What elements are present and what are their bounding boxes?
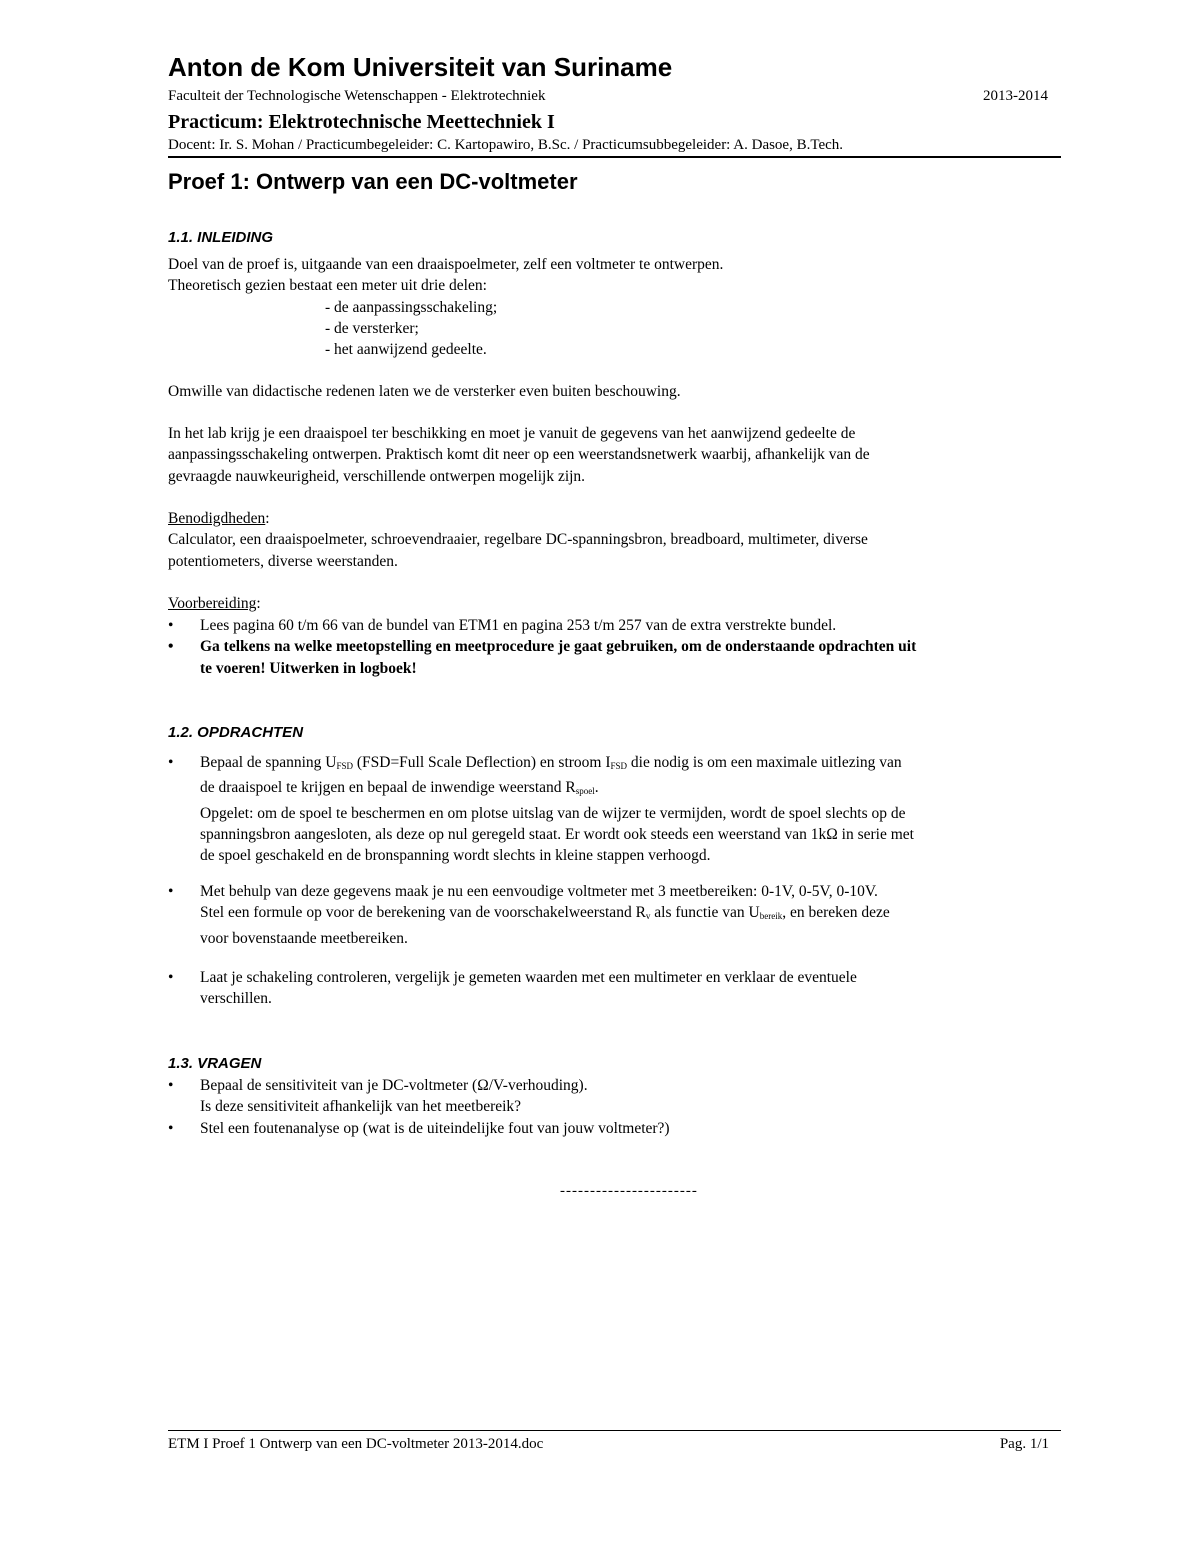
text-line: Opgelet: om de spoel te beschermen en om plotse uitslag van de wijzer te vermijden, wordt de spoel slechts op de — [200, 804, 906, 822]
institution-title: Anton de Kom Universiteit van Suriname — [168, 52, 673, 82]
faculty-name: Faculteit der Technologische Wetenschappen - Elektrotechniek — [168, 88, 546, 104]
vragen-list — [168, 1075, 1061, 1139]
list-item — [168, 752, 1061, 866]
text-line: Bepaal de spanning $U_{FSD}$ (FSD=Full Scale Deflection) en stroom $I_{FSD}$ die nodig is om een maximale uitlezing van — [200, 754, 902, 771]
text-line: voor bovenstaande meetbereiken. — [200, 929, 408, 947]
footer-filename: ETM I Proef 1 Ontwerp van een DC-voltmeter 2013-2014.doc — [168, 1436, 544, 1452]
opdrachten-list — [168, 752, 1061, 866]
benodigdheden-label: Benodigdheden: — [168, 510, 270, 527]
header-divider — [168, 156, 1061, 158]
didactic-paragraph — [168, 381, 1061, 402]
academic-year: 2013-2014 — [983, 88, 1048, 104]
text-line: de spoel geschakeld en de bronspanning wordt slechts in kleine stappen verhoogd. — [200, 847, 711, 865]
bullet-icon: • — [168, 617, 174, 634]
text-line: In het lab krijg je een draaispoel ter beschikking en moet je vanuit de gegevens van het aanwijzend gedeelte de — [168, 425, 856, 442]
part-item: - de aanpassingsschakeling; — [325, 298, 498, 316]
text-line: potentiometers, diverse weerstanden. — [168, 552, 398, 570]
list-item — [168, 1075, 1061, 1118]
section-heading-inleiding: 1.1. INLEIDING — [168, 229, 274, 246]
text-line: verschillen. — [200, 990, 272, 1008]
text-line: Is deze sensitiviteit afhankelijk van het meetbereik? — [200, 1098, 522, 1116]
staff-line: Docent: Ir. S. Mohan / Practicumbegeleider: C. Kartopawiro, B.Sc. / Practicumsubbegeleider: A. Dasoe, B.Tech. — [168, 137, 844, 153]
opdrachten-list — [168, 881, 1061, 949]
list-item — [168, 1118, 1061, 1139]
text-line: Omwille van didactische redenen laten we de versterker even buiten beschouwing. — [168, 383, 681, 400]
list-item — [168, 881, 1061, 949]
voorbereiding-list — [168, 615, 1061, 679]
lab-paragraph — [168, 423, 1061, 487]
bullet-icon: • — [168, 754, 174, 771]
list-item — [168, 967, 1061, 1010]
bullet-icon: • — [168, 1119, 174, 1137]
text-line: Stel een formule op voor de berekening van de voorschakelweerstand $R_v$ als functie van $U_{bereik}$, en bereken deze — [200, 904, 890, 922]
footer — [168, 1434, 1049, 1454]
bullet-icon: • — [168, 638, 174, 656]
text-line: Stel een foutenanalyse op (wat is de uiteindelijke fout van jouw voltmeter?) — [200, 1119, 670, 1137]
text-line: Theoretisch gezien bestaat een meter uit drie delen: — [168, 277, 487, 295]
text-line: gevraagde nauwkeurigheid, verschillende ontwerpen mogelijk zijn. — [168, 467, 586, 485]
document-page — [168, 0, 1061, 1553]
text-line: spanningsbron aangesloten, als deze op nul geregeld staat. Er wordt ook steeds een weerstand van 1kΩ in serie met — [200, 825, 914, 843]
text-line: Met behulp van deze gegevens maak je nu een eenvoudige voltmeter met 3 meetbereiken: 0-1V, 0-5V, 0-10V. — [200, 883, 878, 900]
intro-paragraph — [168, 254, 1061, 360]
part-item: - de versterker; — [325, 319, 419, 337]
text-line: aanpassingsschakeling ontwerpen. Praktisch komt dit neer op een weerstandsnetwerk waarbij, afhankelijk van de — [168, 446, 870, 464]
list-item: • Lees pagina 60 t/m 66 van de bundel van ETM1 en pagina 253 t/m 257 van de extra verstrekte bundel. — [168, 615, 1061, 636]
text-line: Doel van de proef is, uitgaande van een draaispoelmeter, zelf een voltmeter te ontwerpen. — [168, 256, 724, 273]
text-line: de draaispoel te krijgen en bepaal de inwendige weerstand $R_{spoel}$. — [200, 779, 599, 797]
list-item: • Ga telkens na welke meetopstelling en meetprocedure je gaat gebruiken, om de onderstaande opdrachten uit te voeren! Uitwerken in logboek! — [168, 638, 917, 677]
bullet-icon: • — [168, 1077, 174, 1094]
end-separator: ----------------------- — [560, 1183, 698, 1199]
section-heading-opdrachten: 1.2. OPDRACHTEN — [168, 724, 304, 741]
experiment-title: Proef 1: Ontwerp van een DC-voltmeter — [168, 169, 578, 194]
bullet-icon: • — [168, 969, 174, 986]
footer-divider — [168, 1430, 1061, 1431]
section-heading-vragen: 1.3. VRAGEN — [168, 1055, 262, 1072]
faculty-line — [168, 86, 1048, 106]
text-line: Laat je schakeling controleren, vergelijk je gemeten waarden met een multimeter en verklaar de eventuele — [200, 969, 857, 986]
part-item: - het aanwijzend gedeelte. — [325, 341, 487, 359]
text-line: Bepaal de sensitiviteit van je DC-voltmeter (Ω/V-verhouding). — [200, 1077, 588, 1094]
voorbereiding-label: Voorbereiding: — [168, 595, 261, 612]
opdrachten-list — [168, 967, 1061, 1010]
practicum-title: Practicum: Elektrotechnische Meettechniek I — [168, 111, 555, 133]
page-number: Pag. 1/1 — [999, 1436, 1049, 1452]
bullet-icon: • — [168, 883, 174, 900]
text-line: Calculator, een draaispoelmeter, schroevendraaier, regelbare DC-spanningsbron, breadboard, multimeter, diverse — [168, 531, 868, 549]
benodigdheden-block — [168, 508, 1061, 572]
